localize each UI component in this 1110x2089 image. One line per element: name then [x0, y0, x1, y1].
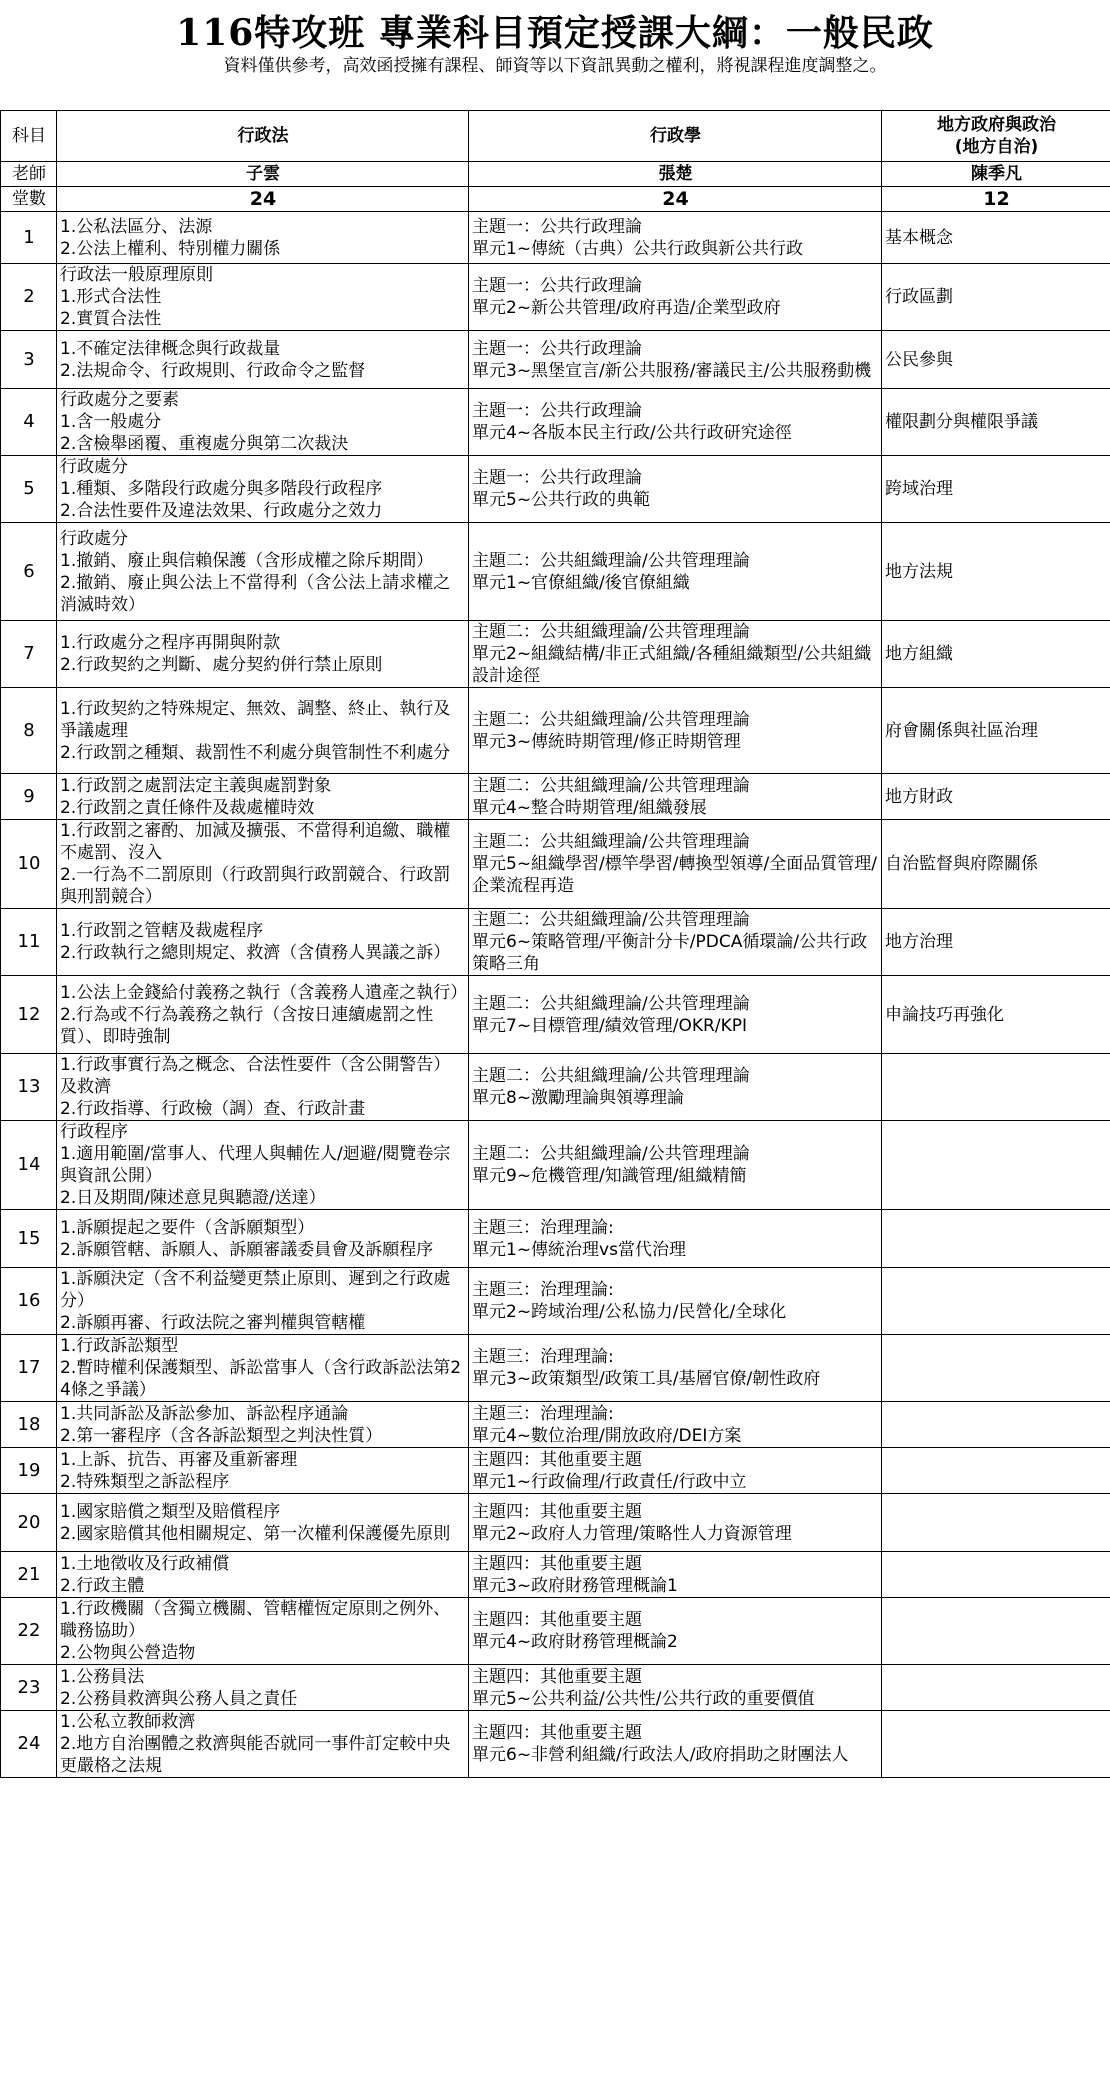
sessions-row	[1, 187, 1110, 212]
lesson-number: 24	[1, 1711, 57, 1778]
admin-law-topic-line: 2.公物與公營造物	[60, 1643, 196, 1663]
public-admin-topic-line: 單元1~傳統（古典）公共行政與新公共行政	[472, 238, 804, 259]
local-gov-topic: 公民參與	[882, 331, 1110, 389]
public-admin-topic-line: 單元5~公共利益/公共性/公共行政的重要價值	[472, 1688, 815, 1709]
admin-law-topic-line: 1.行政罰之處罰法定主義與處罰對象	[60, 775, 332, 796]
lesson-number: 19	[1, 1448, 57, 1494]
public-admin-topic-line: 主題二：公共組織理論/公共管理理論	[472, 1144, 750, 1164]
lesson-row	[1, 264, 1110, 331]
lesson-number: 17	[1, 1335, 57, 1402]
public-admin-topic-line: 單元6~策略管理/平衡計分卡/PDCA循環論/公共行政策略三角	[472, 932, 868, 974]
admin-law-topic-line: 1.行政機關（含獨立機關、管轄權恆定原則之例外、職務協助）	[60, 1599, 451, 1641]
lesson-row	[1, 456, 1110, 523]
public-admin-topic-line: 單元1~行政倫理/行政責任/行政中立	[472, 1471, 747, 1492]
public-admin-topic	[469, 1268, 882, 1335]
public-admin-topic-line: 主題四：其他重要主題	[472, 1610, 642, 1630]
local-gov-topic	[882, 1598, 1110, 1665]
admin-law-topic-line: 2.公法上權利、特別權力關係	[60, 238, 281, 259]
public-admin-topic-line: 單元4~各版本民主行政/公共行政研究途徑	[472, 423, 792, 443]
public-admin-topic	[469, 331, 882, 389]
public-admin-topic-line: 單元6~非營利組織/行政法人/政府捐助之財團法人	[472, 1745, 849, 1765]
admin-law-topic-line: 2.國家賠償其他相關規定、第一次權利保護優先原則	[60, 1523, 451, 1544]
lesson-row	[1, 621, 1110, 688]
admin-law-topic	[57, 331, 469, 389]
public-admin-topic-line: 單元1~傳統治理vs當代治理	[472, 1239, 686, 1260]
lesson-number: 14	[1, 1121, 57, 1210]
page-title: 116特攻班 專業科目預定授課大綱：一般民政	[176, 12, 934, 54]
public-admin-topic	[469, 1402, 882, 1448]
public-admin-topic	[469, 1210, 882, 1268]
public-admin-topic-line: 主題四：其他重要主題	[472, 1501, 642, 1522]
lesson-number: 13	[1, 1054, 57, 1121]
public-admin-topic-line: 主題二：公共組織理論/公共管理理論	[472, 910, 750, 930]
admin-law-topic-line: 2.合法性要件及違法效果、行政處分之效力	[60, 501, 383, 521]
admin-law-topic-line: 2.行政指導、行政檢（調）查、行政計畫	[60, 1099, 366, 1119]
admin-law-topic	[57, 1268, 469, 1335]
subject-public-admin: 行政學	[469, 111, 882, 162]
lesson-number: 16	[1, 1268, 57, 1335]
public-admin-topic	[469, 1665, 882, 1711]
lesson-row	[1, 1711, 1110, 1778]
local-gov-topic: 自治監督與府際關係	[882, 820, 1110, 909]
admin-law-topic-line: 2.地方自治團體之救濟與能否就同一事件訂定較中央更嚴格之法規	[60, 1734, 451, 1776]
admin-law-topic-line: 1.種類、多階段行政處分與多階段行政程序	[60, 479, 383, 499]
public-admin-topic-line: 單元8~激勵理論與領導理論	[472, 1088, 685, 1108]
local-gov-topic: 跨域治理	[882, 456, 1110, 523]
admin-law-topic-line: 2.行政執行之總則規定、救濟（含債務人異議之訴）	[60, 943, 451, 963]
lesson-number: 5	[1, 456, 57, 523]
admin-law-topic	[57, 1210, 469, 1268]
public-admin-topic	[469, 1552, 882, 1598]
local-gov-topic	[882, 1054, 1110, 1121]
lesson-row	[1, 688, 1110, 774]
public-admin-topic	[469, 1598, 882, 1665]
public-admin-topic-line: 主題三：治理理論:	[472, 1280, 614, 1300]
admin-law-topic-line: 2.日及期間/陳述意見與聽證/送達）	[60, 1188, 326, 1208]
admin-law-topic-line: 1.公私法區分、法源	[60, 216, 213, 237]
lesson-number: 1	[1, 212, 57, 264]
admin-law-topic-line: 2.行政契約之判斷、處分契約併行禁止原則	[60, 655, 383, 675]
public-admin-topic	[469, 621, 882, 688]
public-admin-topic	[469, 774, 882, 820]
public-admin-topic	[469, 688, 882, 774]
sessions-local-gov: 12	[882, 187, 1110, 212]
lesson-rows	[1, 212, 1110, 1778]
admin-law-topic-line: 2.訴願管轄、訴願人、訴願審議委員會及訴願程序	[60, 1239, 434, 1260]
admin-law-topic	[57, 774, 469, 820]
page-subtitle: 資料僅供參考，高效函授擁有課程、師資等以下資訊異動之權利，將視課程進度調整之。	[223, 56, 887, 76]
local-gov-topic: 地方組織	[882, 621, 1110, 688]
admin-law-topic-line: 1.共同訴訟及訴訟參加、訴訟程序通論	[60, 1403, 349, 1424]
public-admin-topic-line: 主題一：公共行政理論	[472, 468, 642, 488]
public-admin-topic-line: 主題二：公共組織理論/公共管理理論	[472, 550, 750, 571]
admin-law-topic	[57, 621, 469, 688]
public-admin-topic-line: 主題一：公共行政理論	[472, 276, 642, 296]
public-admin-topic	[469, 976, 882, 1054]
admin-law-topic-line: 1.訴願決定（含不利益變更禁止原則、遲到之行政處分）	[60, 1269, 451, 1311]
lesson-row	[1, 389, 1110, 456]
lesson-row	[1, 1210, 1110, 1268]
public-admin-topic-line: 主題三：治理理論:	[472, 1403, 614, 1424]
public-admin-topic	[469, 1054, 882, 1121]
admin-law-topic	[57, 212, 469, 264]
lesson-row	[1, 1121, 1110, 1210]
lesson-row	[1, 976, 1110, 1054]
public-admin-topic-line: 單元5~組織學習/標竿學習/轉換型領導/全面品質管理/企業流程再造	[472, 854, 877, 896]
admin-law-topic-line: 行政處分	[60, 457, 128, 477]
admin-law-topic	[57, 1711, 469, 1778]
public-admin-topic-line: 主題一：公共行政理論	[472, 338, 642, 359]
public-admin-topic-line: 單元2~政府人力管理/策略性人力資源管理	[472, 1523, 792, 1544]
local-gov-topic	[882, 1448, 1110, 1494]
public-admin-topic-line: 主題四：其他重要主題	[472, 1666, 642, 1687]
admin-law-topic-line: 1.行政處分之程序再開與附款	[60, 633, 281, 653]
public-admin-topic-line: 主題二：公共組織理論/公共管理理論	[472, 832, 750, 852]
sessions-public-admin: 24	[469, 187, 882, 212]
admin-law-topic-line: 2.行政罰之責任條件及裁處權時效	[60, 797, 315, 818]
admin-law-topic-line: 1.撤銷、廢止與信賴保護（含形成權之除斥期間）	[60, 550, 434, 571]
admin-law-topic-line: 2.實質合法性	[60, 309, 162, 329]
lesson-row	[1, 1665, 1110, 1711]
admin-law-topic-line: 1.土地徵收及行政補償	[60, 1553, 230, 1574]
admin-law-topic-line: 2.行政罰之種類、裁罰性不利處分與管制性不利處分	[60, 742, 451, 763]
lesson-number: 7	[1, 621, 57, 688]
lesson-number: 10	[1, 820, 57, 909]
lesson-number: 20	[1, 1494, 57, 1552]
lesson-number: 15	[1, 1210, 57, 1268]
public-admin-topic	[469, 456, 882, 523]
lesson-row	[1, 1448, 1110, 1494]
admin-law-topic-line: 1.形式合法性	[60, 287, 162, 307]
public-admin-topic-line: 主題四：其他重要主題	[472, 1449, 642, 1470]
lesson-number: 18	[1, 1402, 57, 1448]
lesson-number: 22	[1, 1598, 57, 1665]
public-admin-topic-line: 單元1~官僚組織/後官僚組織	[472, 572, 690, 593]
admin-law-topic-line: 1.適用範圍/當事人、代理人與輔佐人/迴避/閱覽卷宗與資訊公開）	[60, 1144, 451, 1186]
lesson-row	[1, 523, 1110, 621]
public-admin-topic	[469, 1448, 882, 1494]
public-admin-topic-line: 單元2~新公共管理/政府再造/企業型政府	[472, 298, 781, 318]
lesson-row	[1, 820, 1110, 909]
public-admin-topic	[469, 212, 882, 264]
local-gov-topic	[882, 1494, 1110, 1552]
public-admin-topic	[469, 1335, 882, 1402]
admin-law-topic	[57, 820, 469, 909]
admin-law-topic-line: 2.公務員救濟與公務人員之責任	[60, 1688, 298, 1709]
lesson-row	[1, 1054, 1110, 1121]
lesson-number: 8	[1, 688, 57, 774]
lesson-number: 23	[1, 1665, 57, 1711]
public-admin-topic-line: 主題二：公共組織理論/公共管理理論	[472, 775, 750, 796]
sessions-label: 堂數	[1, 187, 57, 212]
admin-law-topic-line: 1.訴願提起之要件（含訴願類型）	[60, 1217, 315, 1238]
teacher-public-admin: 張楚	[469, 162, 882, 187]
public-admin-topic-line: 主題一：公共行政理論	[472, 401, 642, 421]
public-admin-topic-line: 單元2~跨域治理/公私協力/民營化/全球化	[472, 1302, 787, 1322]
local-gov-topic	[882, 1552, 1110, 1598]
public-admin-topic-line: 主題二：公共組織理論/公共管理理論	[472, 993, 750, 1014]
public-admin-topic-line: 單元3~政策類型/政策工具/基層官僚/韌性政府	[472, 1369, 821, 1389]
public-admin-topic	[469, 264, 882, 331]
local-gov-topic	[882, 1268, 1110, 1335]
teacher-admin-law: 子雲	[57, 162, 469, 187]
lesson-number: 9	[1, 774, 57, 820]
public-admin-topic	[469, 1121, 882, 1210]
admin-law-topic-line: 1.公法上金錢給付義務之執行（含義務人遺產之執行）	[60, 982, 468, 1003]
admin-law-topic-line: 行政處分	[60, 528, 128, 549]
admin-law-topic	[57, 456, 469, 523]
admin-law-topic-line: 2.含檢舉函覆、重複處分與第二次裁決	[60, 434, 349, 454]
public-admin-topic-line: 單元7~目標管理/績效管理/OKR/KPI	[472, 1015, 747, 1036]
public-admin-topic-line: 單元5~公共行政的典範	[472, 490, 651, 510]
public-admin-topic-line: 單元3~傳統時期管理/修正時期管理	[472, 731, 741, 752]
lesson-number: 6	[1, 523, 57, 621]
local-gov-topic	[882, 1711, 1110, 1778]
public-admin-topic	[469, 1494, 882, 1552]
admin-law-topic	[57, 1054, 469, 1121]
admin-law-topic	[57, 1552, 469, 1598]
admin-law-topic-line: 2.行政主體	[60, 1575, 145, 1596]
public-admin-topic-line: 主題二：公共組織理論/公共管理理論	[472, 709, 750, 730]
admin-law-topic-line: 1.行政事實行為之概念、合法性要件（含公開警告）及救濟	[60, 1055, 451, 1097]
admin-law-topic	[57, 264, 469, 331]
local-gov-topic: 行政區劃	[882, 264, 1110, 331]
syllabus-table	[0, 110, 1110, 1778]
admin-law-topic-line: 行政法一般原理原則	[60, 265, 213, 285]
local-gov-topic: 地方法規	[882, 523, 1110, 621]
lesson-number: 3	[1, 331, 57, 389]
admin-law-topic	[57, 1665, 469, 1711]
admin-law-topic-line: 1.不確定法律概念與行政裁量	[60, 338, 281, 359]
lesson-row	[1, 1494, 1110, 1552]
admin-law-topic-line: 1.國家賠償之類型及賠償程序	[60, 1501, 281, 1522]
admin-law-topic-line: 2.第一審程序（含各訴訟類型之判決性質）	[60, 1425, 383, 1446]
admin-law-topic	[57, 389, 469, 456]
public-admin-topic-line: 單元4~數位治理/開放政府/DEI方案	[472, 1425, 742, 1446]
public-admin-topic-line: 單元9~危機管理/知識管理/組織精簡	[472, 1166, 747, 1186]
local-gov-topic: 地方治理	[882, 909, 1110, 976]
public-admin-topic-line: 主題三：治理理論:	[472, 1347, 614, 1367]
local-gov-topic: 府會關係與社區治理	[882, 688, 1110, 774]
local-gov-topic: 地方財政	[882, 774, 1110, 820]
local-gov-topic	[882, 1402, 1110, 1448]
lesson-row	[1, 774, 1110, 820]
local-gov-topic	[882, 1335, 1110, 1402]
lesson-row	[1, 1268, 1110, 1335]
admin-law-topic	[57, 1402, 469, 1448]
lesson-row	[1, 1335, 1110, 1402]
public-admin-topic-line: 主題二：公共組織理論/公共管理理論	[472, 622, 750, 642]
local-gov-topic: 基本概念	[882, 212, 1110, 264]
public-admin-topic-line: 主題一：公共行政理論	[472, 216, 642, 237]
admin-law-topic-line: 2.撤銷、廢止與公法上不當得利（含公法上請求權之消滅時效）	[60, 572, 451, 615]
lesson-row	[1, 1598, 1110, 1665]
admin-law-topic-line: 行政程序	[60, 1122, 128, 1142]
admin-law-topic-line: 1.行政契約之特殊規定、無效、調整、終止、執行及爭議處理	[60, 698, 451, 741]
admin-law-topic-line: 2.法規命令、行政規則、行政命令之監督	[60, 360, 366, 381]
lesson-row	[1, 1552, 1110, 1598]
teacher-label: 老師	[1, 162, 57, 187]
admin-law-topic-line: 2.暫時權利保護類型、訴訟當事人（含行政訴訟法第24條之爭議）	[60, 1358, 462, 1400]
lesson-row	[1, 909, 1110, 976]
public-admin-topic	[469, 389, 882, 456]
admin-law-topic-line: 2.一行為不二罰原則（行政罰與行政罰競合、行政罰與刑罰競合）	[60, 865, 451, 907]
admin-law-topic-line: 2.特殊類型之訴訟程序	[60, 1471, 230, 1492]
admin-law-topic-line: 1.含一般處分	[60, 412, 162, 432]
admin-law-topic-line: 1.行政訴訟類型	[60, 1336, 179, 1356]
public-admin-topic-line: 主題二：公共組織理論/公共管理理論	[472, 1066, 750, 1086]
admin-law-topic-line: 1.行政罰之管轄及裁處程序	[60, 921, 264, 941]
admin-law-topic	[57, 1598, 469, 1665]
admin-law-topic-line: 2.訴願再審、行政法院之審判權與管轄權	[60, 1313, 366, 1333]
subject-label: 科目	[1, 111, 57, 162]
admin-law-topic-line: 1.行政罰之審酌、加減及擴張、不當得利追繳、職權不處罰、沒入	[60, 821, 451, 863]
public-admin-topic	[469, 820, 882, 909]
lesson-number: 12	[1, 976, 57, 1054]
teacher-row	[1, 162, 1110, 187]
local-gov-topic	[882, 1121, 1110, 1210]
subject-row	[1, 111, 1110, 162]
local-gov-topic	[882, 1665, 1110, 1711]
admin-law-topic-line: 2.行為或不行為義務之執行（含按日連續處罰之性質）、即時強制	[60, 1004, 434, 1047]
local-gov-topic: 申論技巧再強化	[882, 976, 1110, 1054]
admin-law-topic	[57, 1335, 469, 1402]
sessions-admin-law: 24	[57, 187, 469, 212]
teacher-local-gov: 陳季凡	[882, 162, 1110, 187]
subject-admin-law: 行政法	[57, 111, 469, 162]
admin-law-topic	[57, 523, 469, 621]
public-admin-topic-line: 主題四：其他重要主題	[472, 1553, 642, 1574]
admin-law-topic-line: 1.公私立教師救濟	[60, 1712, 196, 1732]
lesson-number: 11	[1, 909, 57, 976]
admin-law-topic	[57, 1448, 469, 1494]
public-admin-topic-line: 主題三：治理理論:	[472, 1217, 614, 1238]
admin-law-topic	[57, 1494, 469, 1552]
lesson-number: 21	[1, 1552, 57, 1598]
admin-law-topic	[57, 688, 469, 774]
admin-law-topic	[57, 976, 469, 1054]
public-admin-topic	[469, 1711, 882, 1778]
public-admin-topic-line: 單元3~政府財務管理概論1	[472, 1575, 678, 1596]
admin-law-topic	[57, 1121, 469, 1210]
local-gov-topic: 權限劃分與權限爭議	[882, 389, 1110, 456]
admin-law-topic-line: 1.上訴、抗告、再審及重新審理	[60, 1449, 298, 1470]
public-admin-topic-line: 單元4~整合時期管理/組織發展	[472, 797, 707, 818]
admin-law-topic-line: 1.公務員法	[60, 1666, 145, 1687]
lesson-number: 4	[1, 389, 57, 456]
local-gov-topic	[882, 1210, 1110, 1268]
public-admin-topic	[469, 523, 882, 621]
admin-law-topic-line: 行政處分之要素	[60, 390, 179, 410]
public-admin-topic-line: 單元4~政府財務管理概論2	[472, 1632, 678, 1652]
lesson-row	[1, 212, 1110, 264]
public-admin-topic-line: 主題四：其他重要主題	[472, 1723, 642, 1743]
lesson-number: 2	[1, 264, 57, 331]
subject-local-gov: 地方政府與政治 (地方自治)	[882, 111, 1110, 162]
public-admin-topic	[469, 909, 882, 976]
public-admin-topic-line: 單元3~黑堡宣言/新公共服務/審議民主/公共服務動機	[472, 360, 872, 381]
lesson-row	[1, 1402, 1110, 1448]
admin-law-topic	[57, 909, 469, 976]
public-admin-topic-line: 單元2~組織結構/非正式組織/各種組織類型/公共組織設計途徑	[472, 644, 872, 686]
lesson-row	[1, 331, 1110, 389]
